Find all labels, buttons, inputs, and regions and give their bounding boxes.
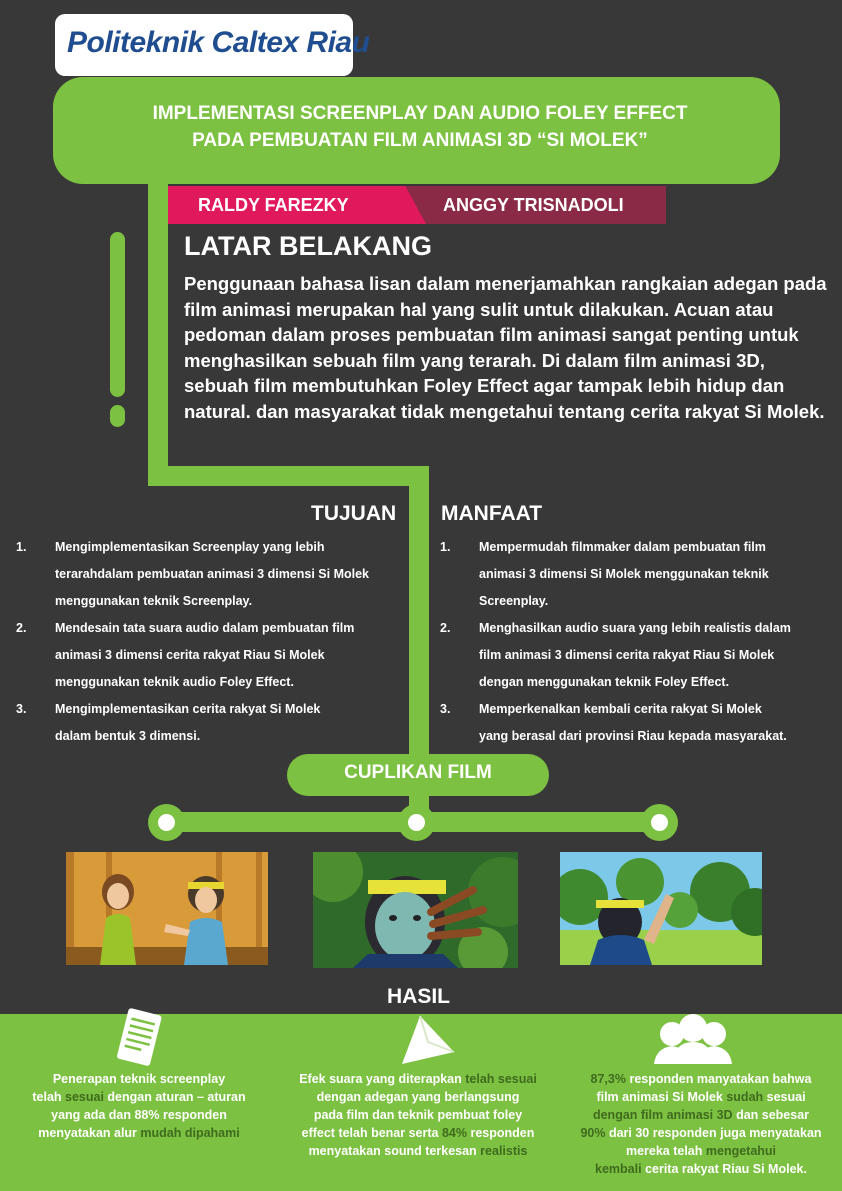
highlight-text: 90% bbox=[580, 1126, 606, 1140]
megaphone-icon bbox=[398, 1012, 458, 1073]
list-text: Memperkenalkan kembali cerita rakyat Si Molek bbox=[479, 702, 762, 716]
text-span: Efek suara yang diterapkan bbox=[299, 1072, 466, 1086]
film-still-image bbox=[66, 852, 268, 965]
list-text: terarahdalam pembuatan animasi 3 dimensi Si Molek bbox=[55, 567, 369, 581]
section-heading: TUJUAN bbox=[311, 502, 397, 525]
text-span: responden manyatakan bahwa bbox=[625, 1072, 812, 1086]
author-name: RALDY FAREZKY bbox=[198, 195, 349, 215]
text-span: effect telah benar serta bbox=[301, 1126, 442, 1140]
result-line bbox=[562, 1160, 840, 1178]
list-text: Mengimplementasikan cerita rakyat Si Molek bbox=[55, 702, 321, 716]
result-text bbox=[280, 1070, 556, 1160]
text-span: cerita rakyat Riau Si Molek. bbox=[641, 1162, 807, 1176]
text-span: dengan aturan – aturan bbox=[103, 1090, 246, 1104]
list-text: Mendesain tata suara audio dalam pembuatan film bbox=[55, 621, 355, 635]
result-line bbox=[8, 1088, 270, 1106]
section-heading: MANFAAT bbox=[441, 502, 543, 525]
text-span: dan sebesar bbox=[732, 1108, 810, 1122]
result-text bbox=[562, 1070, 840, 1178]
text-span: responden bbox=[467, 1126, 535, 1140]
connector-line bbox=[148, 466, 428, 486]
result-line bbox=[562, 1070, 840, 1088]
title-line-1: IMPLEMENTASI SCREENPLAY DAN AUDIO FOLEY EFFECT bbox=[152, 103, 688, 124]
text-span: menyatakan alur bbox=[38, 1126, 141, 1140]
list-text: film animasi 3 dimensi cerita rakyat Riau Si Molek bbox=[479, 648, 775, 662]
list-item bbox=[16, 696, 406, 750]
list-item bbox=[440, 696, 838, 750]
logo bbox=[55, 14, 370, 76]
goals-list bbox=[16, 534, 406, 750]
decorative-bar bbox=[110, 232, 125, 397]
list-item bbox=[16, 615, 406, 696]
background-paragraph: Penggunaan bahasa lisan dalam menerjamahkan rangkaian adegan pada film animasi merupakan hal yang sulit untuk dilakukan. Acuan atau pedoman dalam proses pembuatan film animasi sangat penting untuk menghasilkan sebuah film yang terarah. Di dalam film animasi 3D, sebuah film membutuhkan Foley Effect agar tampak lebih hidup dan natural. dan masyarakat tidak mengetahui tentang cerita rakyat Si Molek. bbox=[184, 273, 827, 422]
list-number: 2. bbox=[440, 621, 451, 635]
section-heading: HASIL bbox=[387, 985, 450, 1008]
list-item bbox=[16, 534, 406, 615]
list-text: Screenplay. bbox=[479, 594, 549, 608]
title-line-2: PADA PEMBUATAN FILM ANIMASI 3D “SI MOLEK” bbox=[192, 130, 648, 151]
result-line bbox=[562, 1106, 840, 1124]
highlight-text: mengetahui bbox=[705, 1144, 777, 1158]
result-line bbox=[280, 1070, 556, 1088]
result-line bbox=[562, 1088, 840, 1106]
film-still-image bbox=[560, 852, 762, 965]
result-line bbox=[562, 1124, 840, 1142]
list-number: 1. bbox=[16, 540, 27, 554]
list-text: menggunakan teknik Screenplay. bbox=[55, 594, 253, 608]
author-name: ANGGY TRISNADOLI bbox=[443, 195, 624, 215]
list-text: Mempermudah filmmaker dalam pembuatan film bbox=[479, 540, 766, 554]
film-still-image bbox=[313, 852, 518, 968]
result-text bbox=[8, 1070, 270, 1142]
highlight-text: 87,3% bbox=[590, 1072, 626, 1086]
users-group-icon bbox=[648, 1014, 738, 1071]
list-number: 3. bbox=[16, 702, 27, 716]
benefits-list bbox=[440, 534, 838, 750]
timeline-dot bbox=[641, 804, 678, 841]
list-text: dengan menggunakan teknik Foley Effect. bbox=[479, 675, 730, 689]
result-line bbox=[8, 1124, 270, 1142]
list-number: 1. bbox=[440, 540, 451, 554]
result-line bbox=[280, 1142, 556, 1160]
text-span: sesuai bbox=[763, 1090, 806, 1104]
text-span: dari 30 responden juga menyatakan bbox=[605, 1126, 822, 1140]
list-number: 3. bbox=[440, 702, 451, 716]
list-text: Mengimplementasikan Screenplay yang lebih bbox=[55, 540, 325, 554]
list-text: menggunakan teknik audio Foley Effect. bbox=[55, 675, 294, 689]
timeline-dot bbox=[148, 804, 185, 841]
list-text: Menghasilkan audio suara yang lebih realistis dalam bbox=[479, 621, 791, 635]
section-heading: CUPLIKAN FILM bbox=[344, 762, 492, 783]
decorative-bar bbox=[110, 405, 125, 427]
highlight-text: realistis bbox=[480, 1144, 528, 1158]
result-line bbox=[562, 1142, 840, 1160]
highlight-text: sudah bbox=[726, 1090, 764, 1104]
list-item bbox=[440, 534, 838, 615]
result-line: dengan adegan yang berlangsung bbox=[316, 1090, 520, 1104]
list-item bbox=[440, 615, 838, 696]
list-text: yang berasal dari provinsi Riau kepada masyarakat. bbox=[479, 729, 787, 743]
text-span: film animasi Si Molek bbox=[596, 1090, 727, 1104]
connector-line bbox=[148, 170, 168, 480]
highlight-text: sesuai bbox=[65, 1090, 104, 1104]
result-line: yang ada dan 88% responden bbox=[51, 1108, 227, 1122]
result-line: Penerapan teknik screenplay bbox=[52, 1072, 226, 1086]
timeline-dot bbox=[398, 804, 435, 841]
list-text: animasi 3 dimensi cerita rakyat Riau Si Molek bbox=[55, 648, 325, 662]
document-icon bbox=[112, 1007, 166, 1074]
highlight-text: telah sesuai bbox=[465, 1072, 537, 1086]
section-heading: LATAR BELAKANG bbox=[184, 231, 432, 261]
list-text: dalam bentuk 3 dimensi. bbox=[55, 729, 201, 743]
list-text: animasi 3 dimensi Si Molek menggunakan teknik bbox=[479, 567, 769, 581]
highlight-text: mudah dipahami bbox=[140, 1126, 240, 1140]
result-line bbox=[280, 1124, 556, 1142]
list-number: 2. bbox=[16, 621, 27, 635]
text-span: telah bbox=[32, 1090, 66, 1104]
highlight-text: kembali bbox=[595, 1162, 642, 1176]
text-span: mereka telah bbox=[625, 1144, 706, 1158]
logo-text: Politeknik Caltex Riau bbox=[67, 26, 370, 59]
text-span: menyatakan sound terkesan bbox=[308, 1144, 481, 1158]
highlight-text: dengan film animasi 3D bbox=[592, 1108, 733, 1122]
page-title bbox=[80, 100, 760, 154]
highlight-text: 84% bbox=[441, 1126, 467, 1140]
result-line: pada film dan teknik pembuat foley bbox=[313, 1108, 523, 1122]
